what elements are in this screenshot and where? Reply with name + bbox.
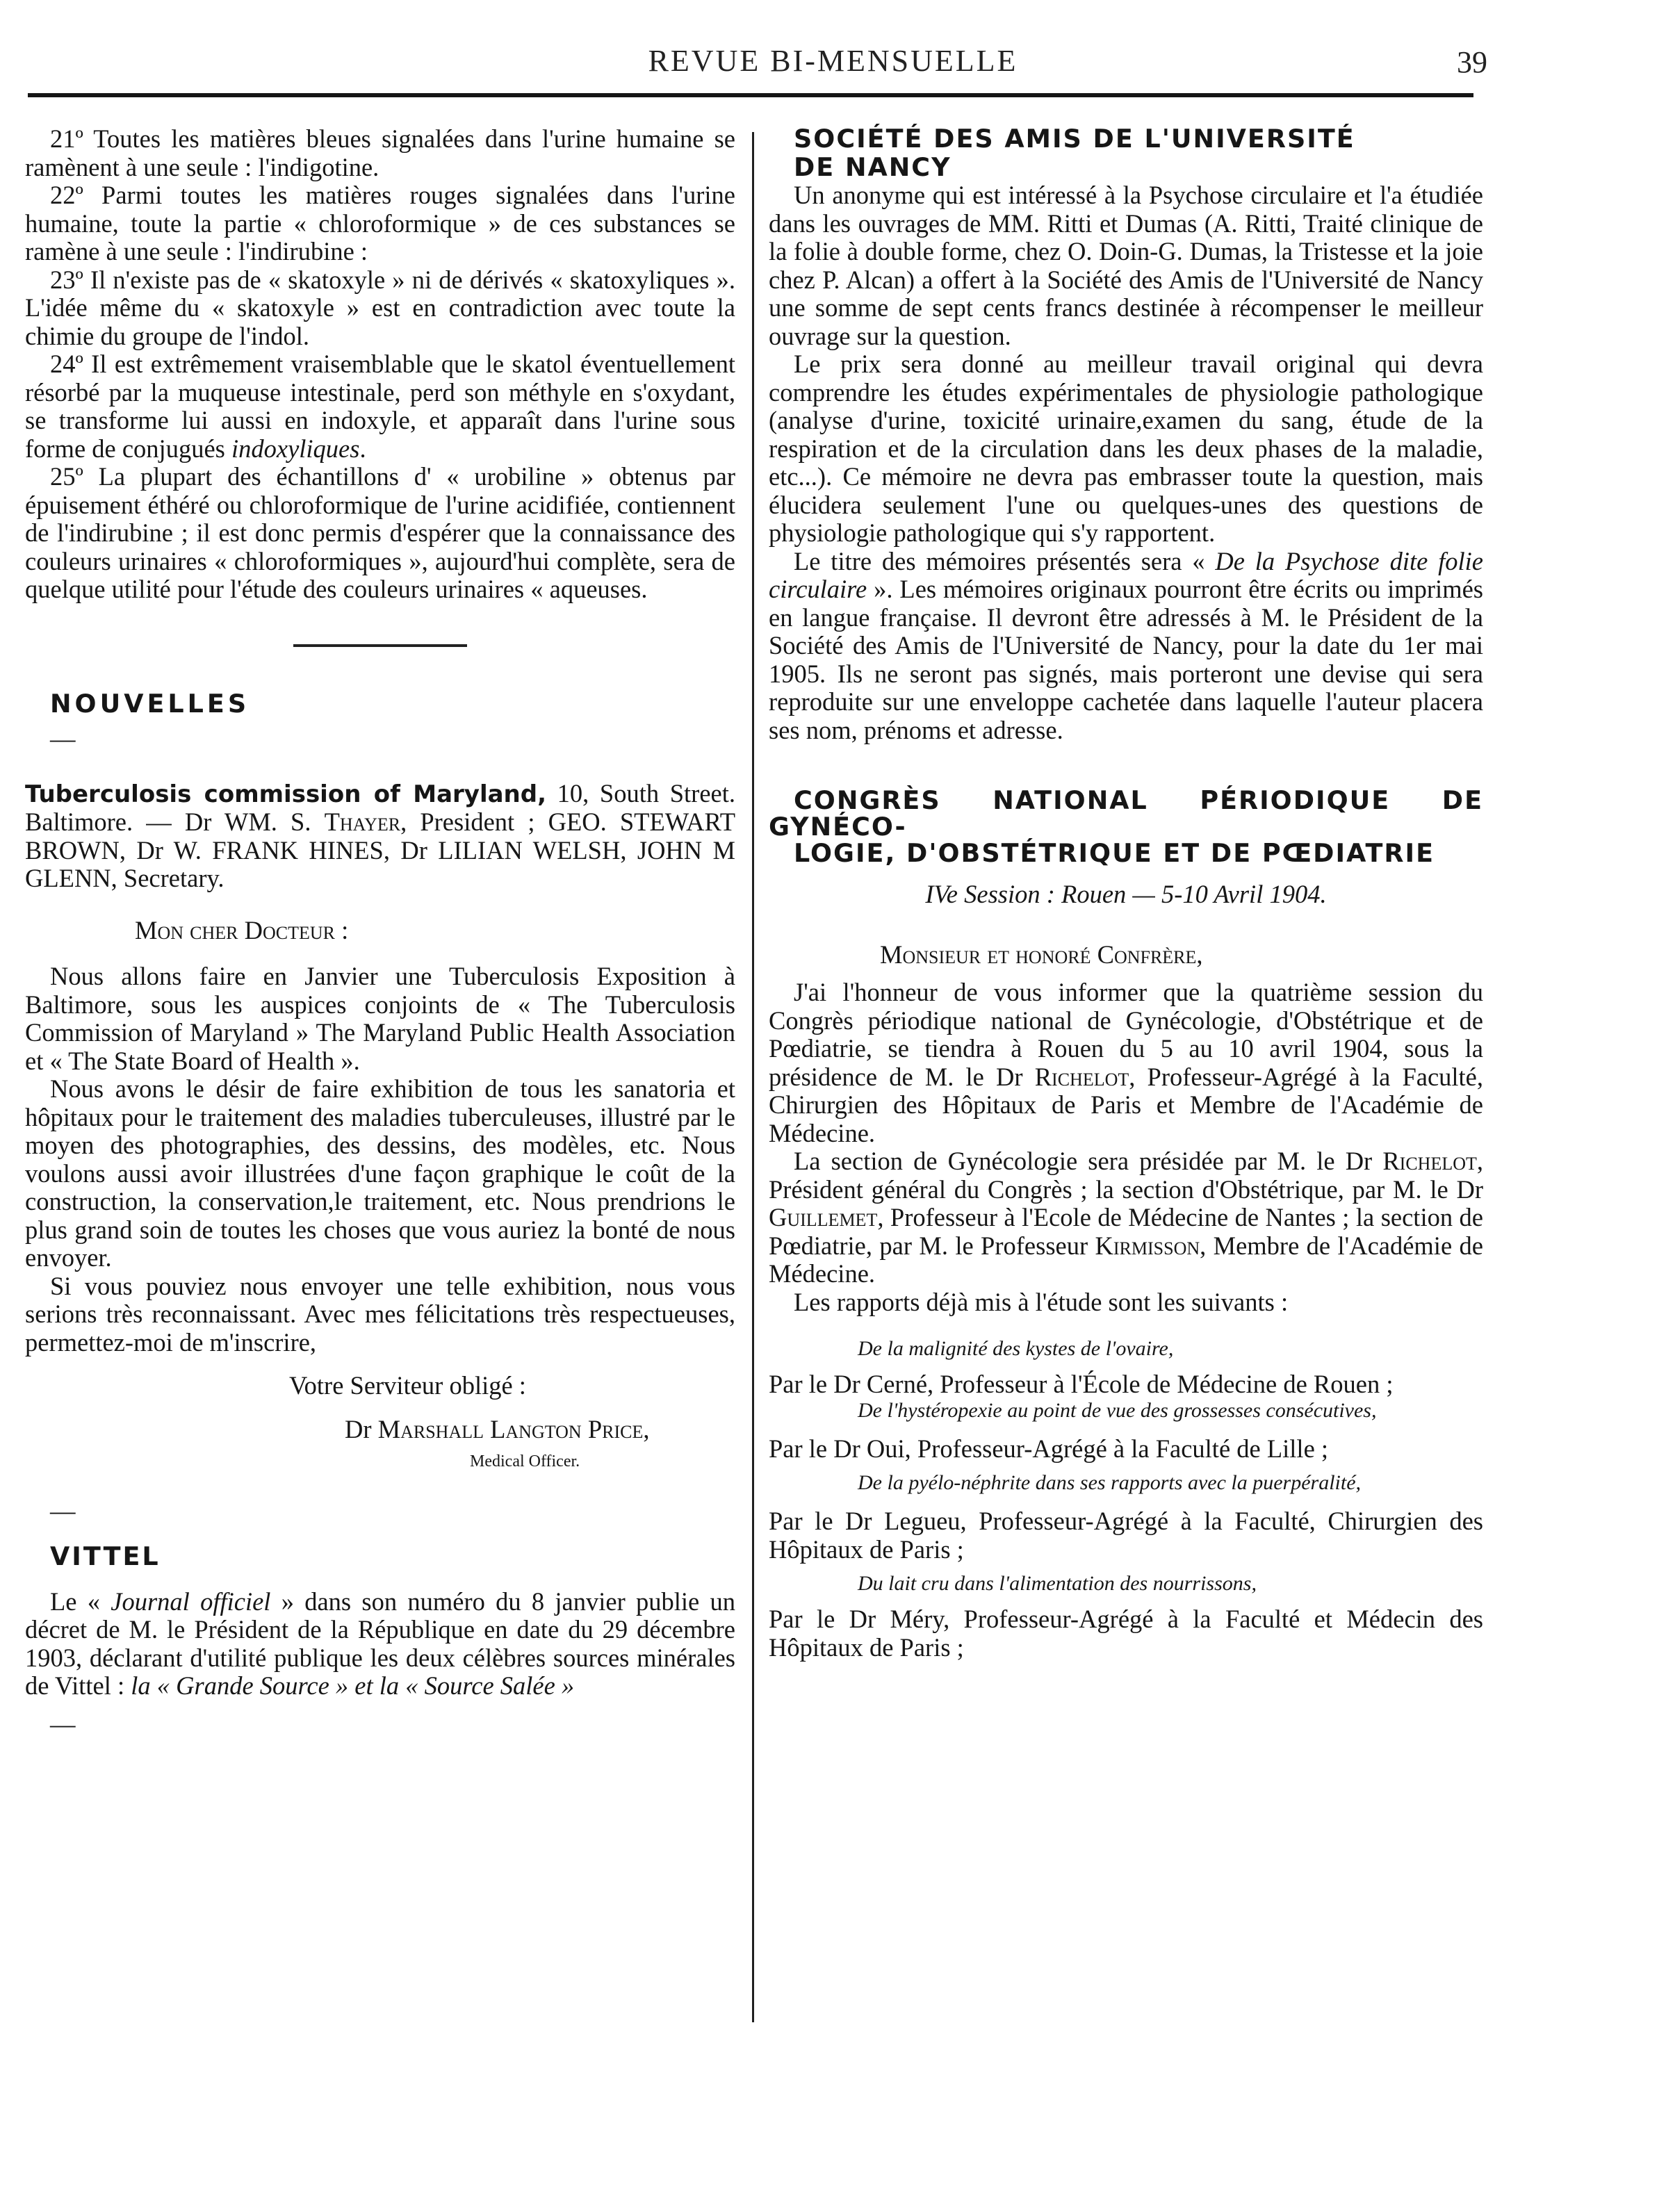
society-heading-line-1: SOCIÉTÉ DES AMIS DE L'UNIVERSITÉ [794,124,1355,154]
congres-p2-a: La section de Gynécologie sera présidée par M. le Dr [794,1147,1383,1175]
report-title-3: De la pyélo-néphrite dans ses rapports avec la puerpéralité, [858,1471,1362,1494]
tuberculosis-commission-notice [25,780,735,893]
society-p3-text-a: Le titre des mémoires présentés sera « [794,546,1216,575]
congres-p2-b: , Président général du Congrès ; la section d'Obstétrique, par M. le Dr [769,1147,1483,1204]
left-column [25,125,735,1738]
letter-paragraph-1: Nous allons faire en Janvier une Tuberculosis Exposition à Baltimore, sous les auspices conjoints de « The Tuberculosis Commission of Maryland » The Maryland Public Health Association et « The State Board of Health ». [25,962,735,1075]
vittel-heading: VITTEL [50,1541,161,1571]
congres-p1-b: , Professeur-Agrégé à la Faculté, Chirurgien des Hôpitaux de Paris et Membre de l'Académie de Médecine. [769,1062,1483,1147]
vittel-sources: la « Grande Source » et la « Source Salée » [131,1671,575,1700]
tb-commission-heading: Tuberculosis commission of Maryland, [25,780,547,808]
conclusion-23: 23º Il n'existe pas de « skatoxyle » ni de dérivés « skatoxyliques ». L'idée même du « skatoxyle » est en contradiction avec toute la chimie du groupe de l'indol. [25,265,735,350]
congres-p2-d: , Membre de l'Académie de Médecine. [769,1231,1483,1288]
vittel-journal: Journal officiel [111,1587,271,1616]
column-divider [752,132,754,2022]
congres-heading-line-1: CONGRÈS NATIONAL PÉRIODIQUE DE GYNÉCO- [769,785,1483,842]
congres-session [769,880,1483,909]
congres-p1-richelot: Richelot [1034,1062,1129,1091]
congres-p1-a: J'ai l'honneur de vous informer que la quatrième session du Congrès périodique national de Gynécologie, d'Obstétrique et de Pœdiatrie, se tiendra à Rouen du 5 au 10 avril 1904, sous la présidence de M. le Dr [769,978,1483,1091]
congres-p2-kirmisson: Kirmisson [1095,1231,1200,1260]
header-rule [28,93,1473,97]
report-title-1: De la malignité des kystes de l'ovaire, [858,1337,1174,1360]
signature-prefix: Dr [345,1414,378,1443]
society-paragraph-3 [769,548,1483,745]
society-p3-italic: De la Psychose dite folie circulaire [769,546,1483,603]
congres-heading-line-2: LOGIE, D'OBSTÉTRIQUE ET DE PŒDIATRIE [794,838,1435,868]
letter-salutation [25,917,735,945]
letter-paragraph-3: Si vous pouviez nous envoyer une telle exhibition, nous vous serions très reconnaissant. Avec mes félicitations très respectueuses, permettez-moi de m'inscrire, [25,1271,735,1357]
vittel-text-1: Le « [50,1587,111,1616]
heading-dash: — [50,724,76,753]
conclusion-25: 25º La plupart des échantillons d' « urobiline » obtenus par épuisement éthéré ou chloroformique de l'urine acidifiée, contiennent de l'indirubine ; il est donc permis d'espérer que la connaissance des couleurs urinaires « chloroformiques », aujourd'hui complète, sera de quelque utilité pour l'étude des couleurs urinaires « aqueuses. [25,462,735,603]
letter-paragraph-2: Nous avons le désir de faire exhibition de tous les sanatoria et hôpitaux pour le traitement des maladies tuberculeuses, illustré par le moyen des photographies, des dessins, des modèles, etc. Nous voulons aussi avoir illustrées d'une façon graphique le coût de la construction, la conservation,le traitement, etc. Nous prendrions le plus grand soin de toutes les choses que vous auriez la bonté de nous envoyer. [25,1074,735,1272]
letter-salutation-text: Mon cher Docteur : [135,915,349,944]
signature-name: Marshall Langton Price, [377,1414,650,1443]
congres-p2-c: , Professeur à l'Ecole de Médecine de Nantes ; la section de Pœdiatrie, par M. le Professeur [769,1203,1483,1260]
vittel-dash-top: — [50,1496,76,1525]
nouvelles-heading: NOUVELLES [50,688,250,719]
tb-address-2: , President ; GEO. STEWART BROWN, Dr W. FRANK HINES, Dr LILIAN WELSH, JOHN M GLENN, Secretary. [25,808,735,892]
report-title-4: Du lait cru dans l'alimentation des nourrissons, [858,1572,1257,1595]
report-author-3: Par le Dr Legueu, Professeur-Agrégé à la Faculté, Chirurgien des Hôpitaux de Paris ; [769,1507,1483,1564]
report-author-1: Par le Dr Cerné, Professeur à l'École de Médecine de Rouen ; [769,1370,1394,1398]
letter-signature [25,1416,735,1444]
society-paragraph-2: Le prix sera donné au meilleur travail original qui devra comprendre les études expérimentales de physiologie pathologique (analyse d'urine, toxicité urinaire,examen du sang, étude de la respiration et de la circulation dans les deux phases de la maladie, etc...). Ce mémoire ne devra pas embrasser toute la question, mais élucidera seulement l'une ou quelques-unes des questions de physiologie pathologique qui s'y rapportent. [769,350,1483,547]
society-p3-text-b: ». Les mémoires originaux pourront être écrits ou imprimés en langue française. Il devront être adressés à M. le Président de la Société des Amis de l'Université de Nancy, pour la date du 1er mai 1905. Ils ne seront pas signés, mais porteront une devise qui sera reproduite sur une enveloppe cachetée dans laquelle l'auteur placera ses nom, prénoms et adresse. [769,575,1483,744]
congres-paragraph-2 [769,1147,1483,1288]
congres-salutation-text: Monsieur et honoré Confrère, [880,940,1203,969]
tb-address-1: 10, South Street. Baltimore. — Dr WM. S. [25,778,736,836]
society-paragraph-1: Un anonyme qui est intéressé à la Psychose circulaire et l'a étudiée dans les ouvrages de MM. Ritti et Dumas (A. Ritti, Traité clinique de la folie à double forme, chez O. Doin-G. Dumas, la Tristesse et la joie chez P. Alcan) a offert à la Société des Amis de l'Université de Nancy une somme de sept cents francs destinée à récompenser le meilleur ouvrage sur la question. [769,181,1483,350]
congres-paragraph-1 [769,978,1483,1147]
report-author-4: Par le Dr Méry, Professeur-Agrégé à la Faculté et Médecin des Hôpitaux de Paris ; [769,1605,1483,1662]
right-column [769,125,1483,1662]
vittel-dash-bottom: — [50,1709,76,1738]
letter-closing: Votre Serviteur obligé : [289,1371,526,1400]
congres-salutation [769,941,1483,969]
congres-session-text: IVe Session : Rouen — 5-10 Avril 1904. [925,880,1327,908]
conclusion-24-italic: indoxyliques [231,434,360,463]
society-heading-line-2: DE NANCY [794,151,952,182]
reports-intro: Les rapports déjà mis à l'étude sont les suivants : [794,1287,1289,1316]
conclusion-24-text: 24º Il est extrêmement vraisemblable que le skatol éventuellement résorbé par la muqueuse intestinale, perd son méthyle en s'oxydant, se transforme lui aussi en indoxyle, et apparaît dans l'urine sous forme de conjugués [25,350,735,463]
conclusion-22: 22º Parmi toutes les matières rouges signalées dans l'urine humaine, toute la partie « chloroformique » de ces substances se ramène à une seule : l'indirubine : [25,181,735,265]
vittel-paragraph [25,1588,735,1701]
conclusion-24 [25,350,735,463]
running-header-title: REVUE BI-MENSUELLE [648,44,1018,78]
tb-thayer: Thayer [324,808,401,836]
report-author-2: Par le Dr Oui, Professeur-Agrégé à la Faculté de Lille ; [769,1434,1329,1463]
page-number: 39 [1457,45,1487,79]
congres-p2-richelot: Richelot [1382,1147,1477,1175]
report-title-2: De l'hystéropexie au point de vue des grossesses consécutives, [858,1398,1377,1422]
vittel-text-2: » dans son numéro du 8 janvier publie un décret de M. le Président de la République en date du 29 décembre 1903, déclarant d'utilité publique les deux célèbres sources minérales de Vittel : [25,1587,735,1700]
conclusion-21: 21º Toutes les matières bleues signalées dans l'urine humaine se ramènent à une seule : l'indigotine. [25,124,735,181]
signature-role: Medical Officer. [470,1452,580,1470]
conclusion-24-end: . [359,434,366,463]
congres-p2-guillemet: Guillemet [769,1203,878,1231]
